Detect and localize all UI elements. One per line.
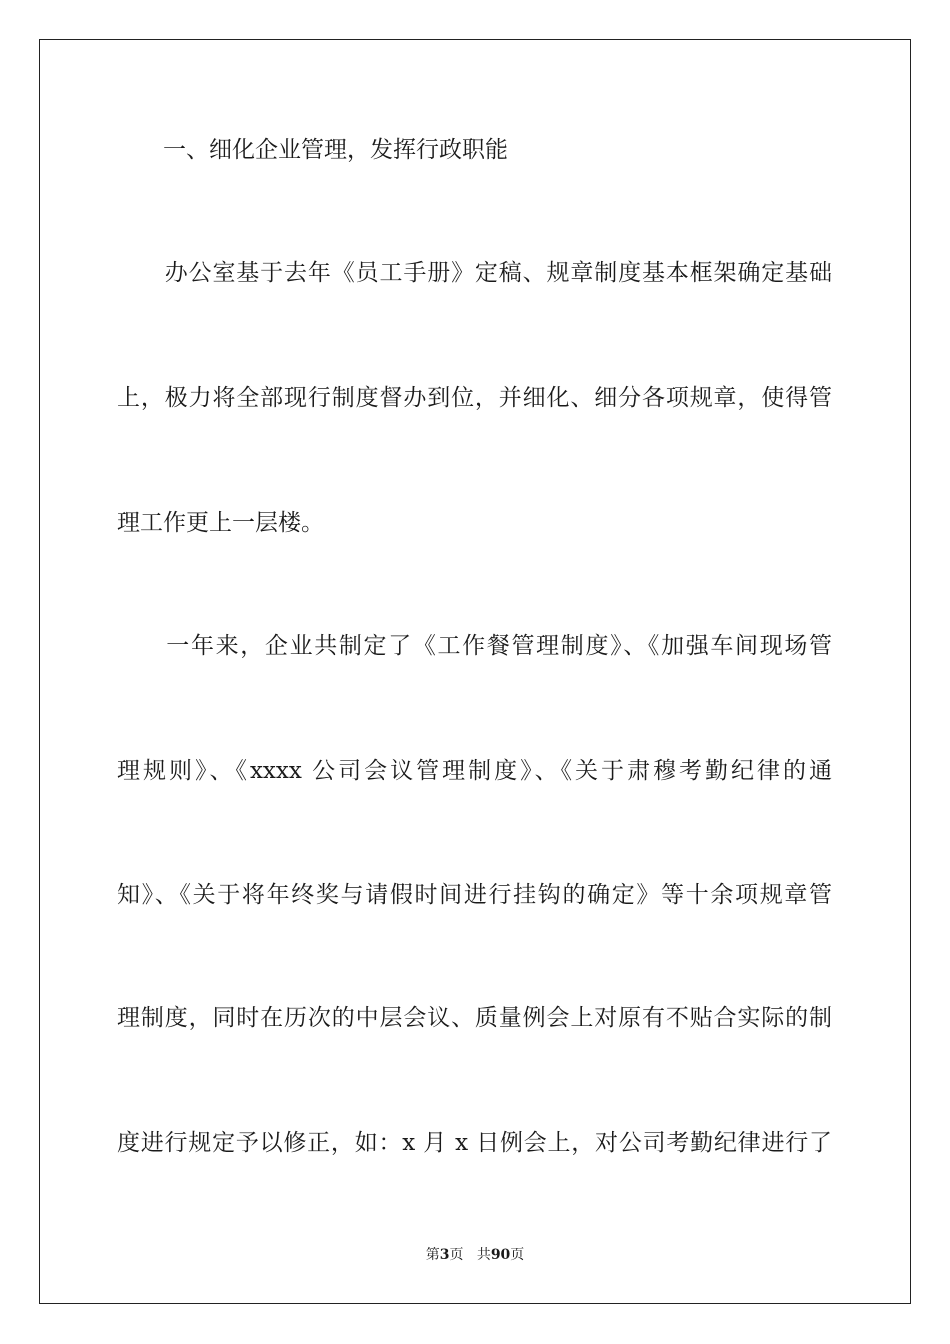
paragraph-line: 理制度，同时在历次的中层会议、质量例会上对原有不贴合实际的制 [117, 1005, 832, 1031]
paragraph-line: 理规则》、《xxxx 公司会议管理制度》、《关于肃穆考勤纪律的通 [117, 758, 832, 784]
section-heading: 一、细化企业管理，发挥行政职能 [117, 137, 508, 163]
paragraph-line: 一年来，企业共制定了《工作餐管理制度》、《加强车间现场管 [117, 633, 832, 659]
paragraph-line: 办公室基于去年《员工手册》定稿、规章制度基本框架确定基础 [117, 260, 832, 286]
paragraph-line: 上，极力将全部现行制度督办到位，并细化、细分各项规章，使得管 [117, 385, 832, 411]
footer-total-prefix: 共 [476, 1247, 491, 1263]
footer-page-word: 页 [449, 1247, 464, 1263]
footer-total-suffix: 页 [510, 1247, 525, 1263]
paragraph-line: 知》、《关于将年终奖与请假时间进行挂钩的确定》等十余项规章管 [117, 882, 832, 908]
total-pages-number: 90 [490, 1247, 511, 1263]
current-page-number: 3 [439, 1247, 450, 1263]
paragraph-line: 理工作更上一层楼。 [117, 510, 324, 536]
page-footer [0, 1246, 950, 1264]
page-border [39, 39, 911, 1304]
paragraph-line: 度进行规定予以修正，如：x 月 x 日例会上，对公司考勤纪律进行了 [117, 1130, 832, 1156]
footer-prefix: 第 [425, 1247, 440, 1263]
